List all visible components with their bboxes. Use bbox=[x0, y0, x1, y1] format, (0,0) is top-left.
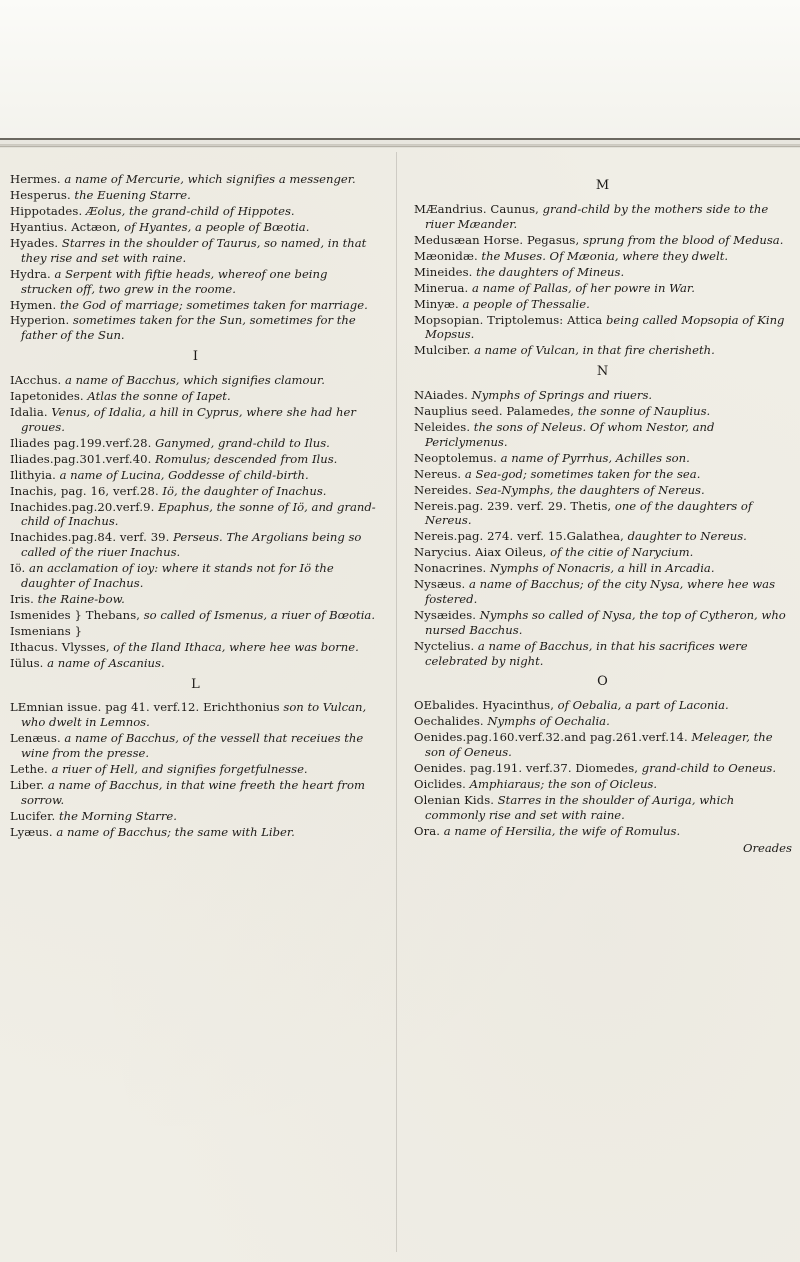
entry-headword: Hermes. bbox=[10, 172, 61, 186]
entry-headword: Ilithyia. bbox=[10, 467, 56, 482]
dictionary-entry bbox=[10, 204, 382, 219]
entries-n bbox=[414, 388, 792, 669]
entry-gloss: Iö, the daughter of Inachus. bbox=[158, 483, 327, 498]
dictionary-entry bbox=[414, 451, 792, 466]
entry-headword: Iliades.pag.301.verf.40. bbox=[10, 451, 152, 466]
entry-gloss: Nymphs of Springs and riuers. bbox=[467, 387, 653, 402]
entries-i bbox=[10, 373, 382, 671]
dictionary-entry bbox=[10, 468, 382, 483]
dictionary-entry bbox=[10, 389, 382, 404]
entries-m bbox=[414, 202, 792, 358]
entry-gloss: Romulus; descended from Ilus. bbox=[151, 451, 338, 466]
entry-headword: Ithacus. Vlysses, bbox=[10, 639, 110, 654]
dictionary-entry bbox=[414, 577, 792, 607]
entry-gloss: sometimes taken for the Sun, sometimes for the father of the Sun. bbox=[21, 313, 356, 343]
entry-headword: Nereis.pag. 239. verf. 29. Thetis, bbox=[414, 498, 612, 513]
dictionary-entry bbox=[414, 483, 792, 498]
dictionary-entry bbox=[10, 656, 382, 671]
entry-headword: Nereis.pag. 274. verf. 15.Galathea, bbox=[414, 529, 624, 544]
entry-headword: Iliades pag.199.verf.28. bbox=[10, 435, 152, 450]
entry-headword: Hippotades. bbox=[10, 203, 83, 218]
entry-headword: Nereides. bbox=[414, 482, 472, 497]
entry-gloss: a name of Pallas, of her powre in War. bbox=[468, 280, 695, 295]
dictionary-entry bbox=[10, 220, 382, 235]
entry-headword: Narycius. Aiax Oileus, bbox=[414, 545, 547, 560]
entry-gloss: a name of Bacchus; the same with Liber. bbox=[52, 824, 295, 839]
entry-headword: LEmnian issue. pag 41. verf.12. Erichthonius bbox=[10, 700, 280, 715]
entry-headword: Lenæus. bbox=[10, 731, 61, 746]
entry-headword: Oechalides. bbox=[414, 714, 484, 729]
entry-headword: Iapetonides. bbox=[10, 388, 84, 403]
dictionary-entry bbox=[414, 313, 792, 343]
entry-gloss: Meleager, the son of Oeneus. bbox=[425, 730, 773, 760]
entry-headword: Hyades. bbox=[10, 235, 59, 250]
dictionary-entry bbox=[10, 405, 382, 435]
dictionary-entry bbox=[10, 236, 382, 266]
entry-gloss: son to Vulcan, who dwelt in Lemnos. bbox=[21, 700, 367, 730]
entry-headword: Mæonidæ. bbox=[414, 248, 478, 263]
dictionary-entry bbox=[414, 698, 792, 713]
entry-gloss: of Hyantes, a people of Bœotia. bbox=[120, 219, 310, 234]
page-top-margin bbox=[0, 0, 800, 150]
dictionary-entry bbox=[414, 714, 792, 729]
entry-headword: Iülus. bbox=[10, 655, 44, 670]
entry-headword: Nyctelius. bbox=[414, 638, 475, 653]
entry-gloss: Nymphs of Oechalia. bbox=[483, 714, 610, 729]
dictionary-entry bbox=[10, 500, 382, 530]
dictionary-entry bbox=[414, 343, 792, 358]
entry-gloss: Epaphus, the sonne of Iö, and grand-child of Inachus. bbox=[21, 499, 376, 529]
entry-headword: Ora. bbox=[414, 823, 441, 838]
entry-headword: Iris. bbox=[10, 591, 34, 606]
dictionary-entry bbox=[10, 624, 382, 639]
entry-gloss: Amphiaraus; the son of Oicleus. bbox=[465, 777, 658, 791]
entry-gloss: Ganymed, grand-child to Ilus. bbox=[151, 435, 330, 450]
entry-gloss: a name of Bacchus, in that his sacrifices were celebrated by night. bbox=[425, 638, 748, 668]
entry-gloss: Æolus, the grand-child of Hippotes. bbox=[82, 203, 295, 218]
dictionary-entry bbox=[10, 172, 382, 187]
entry-gloss: Atlas the sonne of Iapet. bbox=[83, 388, 231, 403]
entry-gloss: one of the daughters of Nereus. bbox=[425, 498, 753, 528]
entry-headword: Oenides.pag.160.verf.32.and pag.261.verf.14. bbox=[414, 730, 688, 745]
entry-gloss: a name of Vulcan, in that fire cherisheth. bbox=[470, 343, 715, 358]
entry-gloss: the God of marriage; sometimes taken for marriage. bbox=[56, 297, 368, 312]
entry-gloss: a name of Hersilia, the wife of Romulus. bbox=[440, 823, 681, 838]
entry-headword: MÆandrius. Caunus, bbox=[414, 201, 539, 216]
dictionary-entry bbox=[10, 592, 382, 607]
dictionary-entry bbox=[10, 700, 382, 730]
entry-headword: Olenian Kids. bbox=[414, 792, 495, 807]
entry-headword: Nonacrines. bbox=[414, 561, 487, 576]
dictionary-entry bbox=[10, 373, 382, 388]
entry-headword: Hyantius. Actæon, bbox=[10, 219, 121, 234]
entry-gloss: a Sea-god; sometimes taken for the sea. bbox=[461, 466, 701, 481]
section-letter-n: N bbox=[596, 364, 610, 380]
entry-gloss: the Raine-bow. bbox=[33, 591, 125, 606]
entry-gloss: of the Iland Ithaca, where hee was borne. bbox=[109, 639, 359, 654]
entry-gloss: a name of Bacchus, in that wine freeth the heart from sorrow. bbox=[21, 777, 365, 807]
dictionary-entry bbox=[10, 762, 382, 777]
entry-gloss: a riuer of Hell, and signifies forgetfulnesse. bbox=[47, 762, 308, 776]
entry-headword: Liber. bbox=[10, 777, 45, 792]
entry-gloss: the sons of Neleus. Of whom Nestor, and Periclymenus. bbox=[425, 419, 715, 449]
dictionary-entry bbox=[414, 467, 792, 482]
entry-gloss: Starres in the shoulder of Auriga, which commonly rise and set with raine. bbox=[425, 792, 735, 822]
entry-gloss: Nymphs so called of Nysa, the top of Cytheron, who nursed Bacchus. bbox=[425, 608, 786, 637]
entry-gloss: daughter to Nereus. bbox=[623, 529, 747, 544]
dictionary-entry bbox=[10, 188, 382, 203]
dictionary-entry bbox=[414, 761, 792, 776]
catchword: Oreades bbox=[742, 840, 792, 855]
entry-headword: Inachides.pag.84. verf. 39. bbox=[10, 530, 170, 545]
entry-headword: Idalia. bbox=[10, 404, 48, 419]
entry-headword: Ismenians } bbox=[10, 623, 83, 638]
dictionary-entry bbox=[10, 608, 382, 623]
entry-headword: OEbalides. Hyacinthus, bbox=[414, 698, 554, 713]
entry-gloss: a name of Bacchus, which signifies clamour. bbox=[61, 372, 325, 387]
entry-headword: Medusæan Horse. Pegasus, bbox=[414, 232, 580, 247]
dictionary-entry bbox=[10, 313, 382, 343]
entry-gloss: of the citie of Narycium. bbox=[546, 545, 694, 560]
entry-headword: Mopsopian. Triptolemus: Attica bbox=[414, 312, 603, 327]
entry-gloss: a name of Mercurie, which signifies a messenger. bbox=[60, 172, 356, 186]
entry-headword: Hyperion. bbox=[10, 313, 70, 328]
entry-headword: Oenides. pag.191. verf.37. Diomedes, bbox=[414, 761, 639, 776]
entry-headword: Lucifer. bbox=[10, 808, 56, 823]
entry-gloss: Nymphs of Nonacris, a hill in Arcadia. bbox=[486, 561, 715, 576]
dictionary-entry bbox=[414, 281, 792, 296]
entry-gloss: a Serpent with fiftie heads, whereof one being strucken off, two grew in the roome. bbox=[21, 266, 328, 296]
dictionary-entry bbox=[10, 778, 382, 808]
dictionary-entry bbox=[10, 530, 382, 560]
entry-headword: NAiades. bbox=[414, 387, 468, 402]
entry-gloss: Starres in the shoulder of Taurus, so named, in that they rise and set with raine. bbox=[21, 235, 367, 265]
column-divider bbox=[396, 152, 397, 1252]
dictionary-entry bbox=[414, 824, 792, 839]
entry-gloss: of Oebalia, a part of Laconia. bbox=[554, 698, 729, 713]
dictionary-entry bbox=[10, 825, 382, 840]
entry-headword: Iö. bbox=[10, 561, 26, 576]
entry-headword: Mulciber. bbox=[414, 343, 471, 358]
entry-headword: Nereus. bbox=[414, 466, 462, 481]
entry-gloss: the Muses. Of Mæonia, where they dwelt. bbox=[477, 248, 729, 263]
dictionary-entry bbox=[414, 233, 792, 248]
entry-headword: IAcchus. bbox=[10, 372, 62, 387]
entry-headword: Inachides.pag.20.verf.9. bbox=[10, 499, 155, 514]
entry-gloss: a name of Bacchus; of the city Nysa, where hee was fostered. bbox=[425, 577, 776, 607]
entry-headword: Nysæides. bbox=[414, 608, 477, 623]
entry-gloss: a people of Thessalie. bbox=[458, 296, 590, 311]
entry-gloss: the sonne of Nauplius. bbox=[574, 403, 711, 418]
dictionary-entry bbox=[414, 297, 792, 312]
entries-o bbox=[414, 698, 792, 838]
dictionary-entry bbox=[10, 298, 382, 313]
section-letter-i: I bbox=[192, 349, 200, 365]
dictionary-entry bbox=[10, 561, 382, 591]
entry-headword: Hymen. bbox=[10, 297, 57, 312]
entries-l bbox=[10, 700, 382, 839]
entry-headword: Nauplius seed. Palamedes, bbox=[414, 403, 575, 418]
entry-gloss: a name of Bacchus, of the vessell that receiues the wine from the presse. bbox=[21, 731, 364, 761]
section-letter-m: M bbox=[595, 178, 611, 193]
dictionary-entry bbox=[414, 420, 792, 450]
entry-headword: Neleides. bbox=[414, 419, 471, 434]
entry-gloss: Perseus. The Argolians being so called of the riuer Inachus. bbox=[21, 530, 362, 560]
entry-gloss: so called of Ismenus, a riuer of Bœotia. bbox=[140, 607, 376, 622]
entry-gloss: the Morning Starre. bbox=[55, 808, 177, 823]
right-column bbox=[414, 172, 792, 855]
entry-gloss: sprung from the blood of Medusa. bbox=[579, 232, 784, 247]
left-column bbox=[10, 172, 382, 841]
entry-gloss: a name of Pyrrhus, Achilles son. bbox=[496, 450, 690, 465]
entry-gloss: a name of Lucina, Goddesse of child-birth. bbox=[55, 467, 309, 482]
dictionary-entry bbox=[10, 484, 382, 499]
dictionary-entry bbox=[414, 202, 792, 232]
entry-headword: Minyæ. bbox=[414, 296, 459, 311]
dictionary-entry bbox=[414, 499, 792, 529]
dictionary-entry bbox=[414, 388, 792, 403]
entry-headword: Hydra. bbox=[10, 266, 51, 281]
entry-headword: Minerua. bbox=[414, 280, 469, 295]
dictionary-entry bbox=[414, 730, 792, 760]
entry-gloss: the daughters of Mineus. bbox=[472, 264, 625, 279]
entry-gloss: Venus, of Idalia, a hill in Cyprus, where she had her groues. bbox=[21, 404, 356, 434]
entries-h bbox=[10, 172, 382, 343]
entry-headword: Oiclides. bbox=[414, 777, 466, 791]
dictionary-entry bbox=[10, 809, 382, 824]
section-letter-l: L bbox=[191, 676, 201, 692]
dictionary-entry bbox=[414, 561, 792, 576]
dictionary-entry bbox=[414, 529, 792, 544]
entry-gloss: grand-child to Oeneus. bbox=[638, 761, 777, 776]
dictionary-entry bbox=[10, 731, 382, 761]
entry-headword: Hesperus. bbox=[10, 187, 71, 202]
section-letter-o: O bbox=[597, 674, 609, 690]
entry-gloss: being called Mopsopia of King Mopsus. bbox=[425, 312, 785, 342]
dictionary-entry bbox=[414, 777, 792, 792]
entry-headword: Neoptolemus. bbox=[414, 450, 497, 465]
entry-headword: Lethe. bbox=[10, 762, 48, 776]
entry-headword: Inachis, pag. 16, verf.28. bbox=[10, 483, 159, 498]
entry-gloss: Sea-Nymphs, the daughters of Nereus. bbox=[471, 482, 705, 497]
dictionary-entry bbox=[414, 639, 792, 669]
dictionary-entry bbox=[10, 640, 382, 655]
entry-gloss: grand-child by the mothers side to the riuer Mæander. bbox=[425, 201, 769, 231]
dictionary-entry bbox=[414, 404, 792, 419]
entry-headword: Mineides. bbox=[414, 264, 473, 279]
entry-headword: Nysæus. bbox=[414, 577, 466, 592]
dictionary-entry bbox=[414, 793, 792, 823]
dictionary-entry bbox=[414, 265, 792, 280]
dictionary-entry bbox=[10, 267, 382, 297]
dictionary-entry bbox=[10, 436, 382, 451]
dictionary-entry bbox=[414, 545, 792, 560]
dictionary-entry bbox=[10, 452, 382, 467]
entry-gloss: the Euening Starre. bbox=[70, 187, 191, 202]
entry-headword: Ismenides } Thebans, bbox=[10, 607, 141, 622]
dictionary-entry bbox=[414, 249, 792, 264]
entry-headword: Lyæus. bbox=[10, 824, 53, 839]
entry-gloss: an acclamation of ioy: where it stands not for Iö the daughter of Inachus. bbox=[21, 561, 334, 590]
entry-gloss: a name of Ascanius. bbox=[43, 655, 165, 670]
dictionary-entry bbox=[414, 608, 792, 638]
